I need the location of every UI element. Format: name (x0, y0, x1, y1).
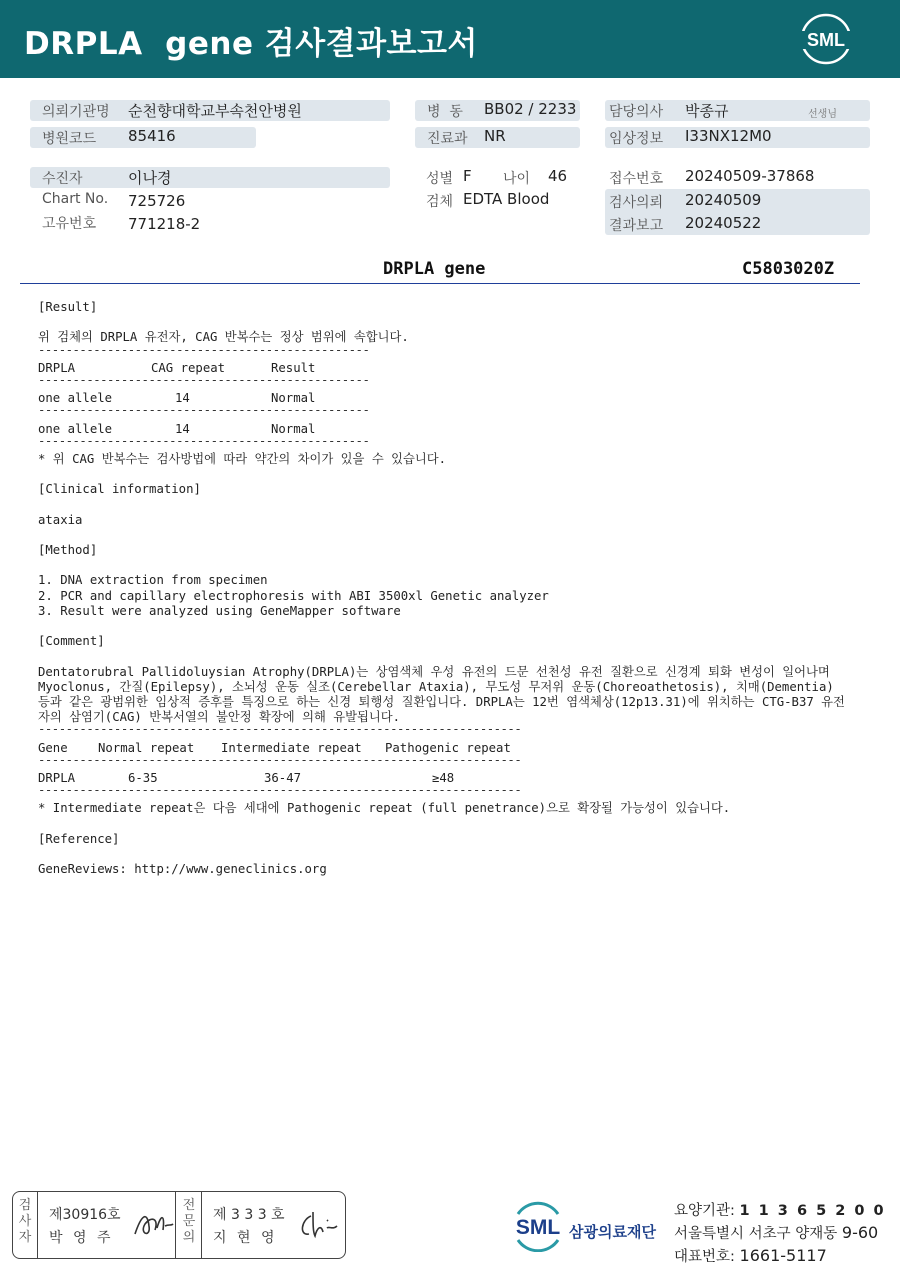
reference-text: GeneReviews: http://www.geneclinics.org (38, 862, 327, 876)
doctor-value: 박종규 (685, 102, 729, 120)
unique-label: 고유번호 (42, 216, 97, 232)
phone-line: 대표번호: 1661-5117 (674, 1246, 827, 1265)
method-line: 2. PCR and capillary electrophoresis with ABI 3500xl Genetic analyzer (38, 588, 549, 603)
comment-text: Dentatorubral Pallidoluysian Atrophy(DRPLA)는 상염색체 우성 유전의 드문 선천성 유전 질환으로 신경계 퇴화 변성이 일어나며 Myoclonus, 간질(Epilepsy), 소뇌성 운동 실조(Cerebellar Ataxia), 무도성 무저위 운동(Choreoathetosis), 치매(Dementia) 등과 같은 광범위한 임상적 증후를 특징으로 하는 신경 퇴행성 질환입니다. DRPLA는 12번 염색체상(12p13.31)에 위치하는 CTG-B37 유전자의 삼염기(CAG) 반복서열의 불안정 확장에 의해 유발됩니다. (38, 664, 845, 725)
signature-box (12, 1191, 346, 1259)
chart-value: 725726 (128, 192, 186, 210)
unique-value: 771218-2 (128, 215, 201, 233)
result-text: 위 검체의 DRPLA 유전자, CAG 반복수는 정상 범위에 속합니다. (38, 330, 409, 345)
ward-label: 병 동 (427, 104, 463, 120)
divider: ------------------------------------------------ (38, 375, 370, 387)
request-label: 검사의뢰 (609, 195, 664, 211)
doctor-suffix: 선생님 (808, 109, 837, 120)
divider: ---------------------------------------------------------------------- (38, 725, 522, 737)
sex-value: F (463, 167, 472, 185)
age-label: 나이 (503, 171, 531, 187)
receipt-value: 20240509-37868 (685, 167, 815, 185)
section-rule (20, 283, 860, 284)
specialist-signature-icon (293, 1206, 341, 1244)
sml-logo-icon (800, 13, 852, 65)
svg-text:SML: SML (807, 30, 845, 50)
specialist-name: 지 현 영 (213, 1230, 278, 1246)
chart-label: Chart No. (42, 191, 109, 207)
divider: ------------------------------------------------ (38, 345, 370, 357)
svg-text:SML: SML (515, 1216, 561, 1239)
method-line: 1. DNA extraction from specimen (38, 573, 268, 588)
specimen-label: 검체 (426, 194, 454, 210)
method-line: 3. Result were analyzed using GeneMapper software (38, 603, 401, 618)
table1-note: * 위 CAG 반복수는 검사방법에 따라 약간의 차이가 있을 수 있습니다. (38, 451, 447, 466)
comment-heading: [Comment] (38, 634, 105, 649)
tester-label: 검 사 자 (18, 1198, 32, 1245)
doctor-label: 담당의사 (609, 104, 664, 120)
specialist-number: 제 3 3 3 호 (213, 1207, 285, 1223)
requester-value: 순천향대학교부속천안병원 (128, 102, 302, 120)
patient-row (30, 167, 390, 188)
divider: ---------------------------------------------------------------------- (38, 755, 522, 767)
table2-note: * Intermediate repeat은 다음 세대에 Pathogenic repeat (full penetrance)으로 확장될 가능성이 있습니다. (38, 801, 731, 816)
table1-row: one allele 14 Normal (38, 421, 316, 436)
patient-label: 수진자 (42, 171, 83, 187)
ward-value: BB02 / 2233 (484, 100, 577, 118)
table1-header: DRPLA CAG repeat Result (38, 360, 316, 375)
report-body (38, 300, 868, 877)
org-name: 삼광의료재단 (569, 1223, 656, 1241)
requester-label: 의뢰기관명 (42, 104, 110, 120)
specimen-value: EDTA Blood (463, 190, 550, 208)
divider: ---------------------------------------------------------------------- (38, 786, 522, 798)
table2-header: Gene Normal repeat Intermediate repeat Pathogenic repeat (38, 740, 511, 755)
report-title: DRPLA gene 검사결과보고서 (24, 26, 478, 62)
clinical-heading: [Clinical information] (38, 482, 201, 497)
table1-row: one allele 14 Normal (38, 391, 316, 406)
patient-value: 이나경 (128, 169, 172, 187)
tester-signature-icon (129, 1204, 177, 1244)
sml-footer-logo-icon (510, 1200, 566, 1252)
sex-label: 성별 (426, 171, 454, 187)
divider: ------------------------------------------------ (38, 436, 370, 448)
section-title: DRPLA gene (383, 259, 486, 279)
hospital-code-value: 85416 (128, 127, 176, 145)
table2-row: DRPLA 6-35 36-47 ≥48 (38, 770, 455, 785)
request-value: 20240509 (685, 191, 762, 209)
tester-name: 박 영 주 (49, 1230, 114, 1246)
hospital-code-label: 병원코드 (42, 131, 97, 147)
report-date-value: 20240522 (685, 214, 762, 232)
provider-line: 요양기관: 1 1 3 6 5 2 0 0 (674, 1203, 886, 1219)
result-heading: [Result] (38, 300, 98, 314)
receipt-label: 접수번호 (609, 171, 664, 187)
report-date-label: 결과보고 (609, 218, 664, 234)
tester-number: 제30916호 (49, 1207, 121, 1223)
method-heading: [Method] (38, 543, 98, 557)
address-line: 서울특별시 서초구 양재동 9-60 (674, 1223, 879, 1242)
clinical-value: I33NX12M0 (685, 127, 772, 145)
specialist-label: 전 문 의 (182, 1198, 196, 1245)
dept-label: 진료과 (427, 131, 468, 147)
reference-heading: [Reference] (38, 831, 120, 846)
divider: ------------------------------------------------ (38, 406, 370, 418)
age-value: 46 (548, 167, 568, 185)
section-code: C5803020Z (742, 259, 835, 279)
clinical-text: ataxia (38, 512, 83, 527)
dept-value: NR (484, 127, 506, 145)
clinical-label: 임상정보 (609, 131, 664, 147)
